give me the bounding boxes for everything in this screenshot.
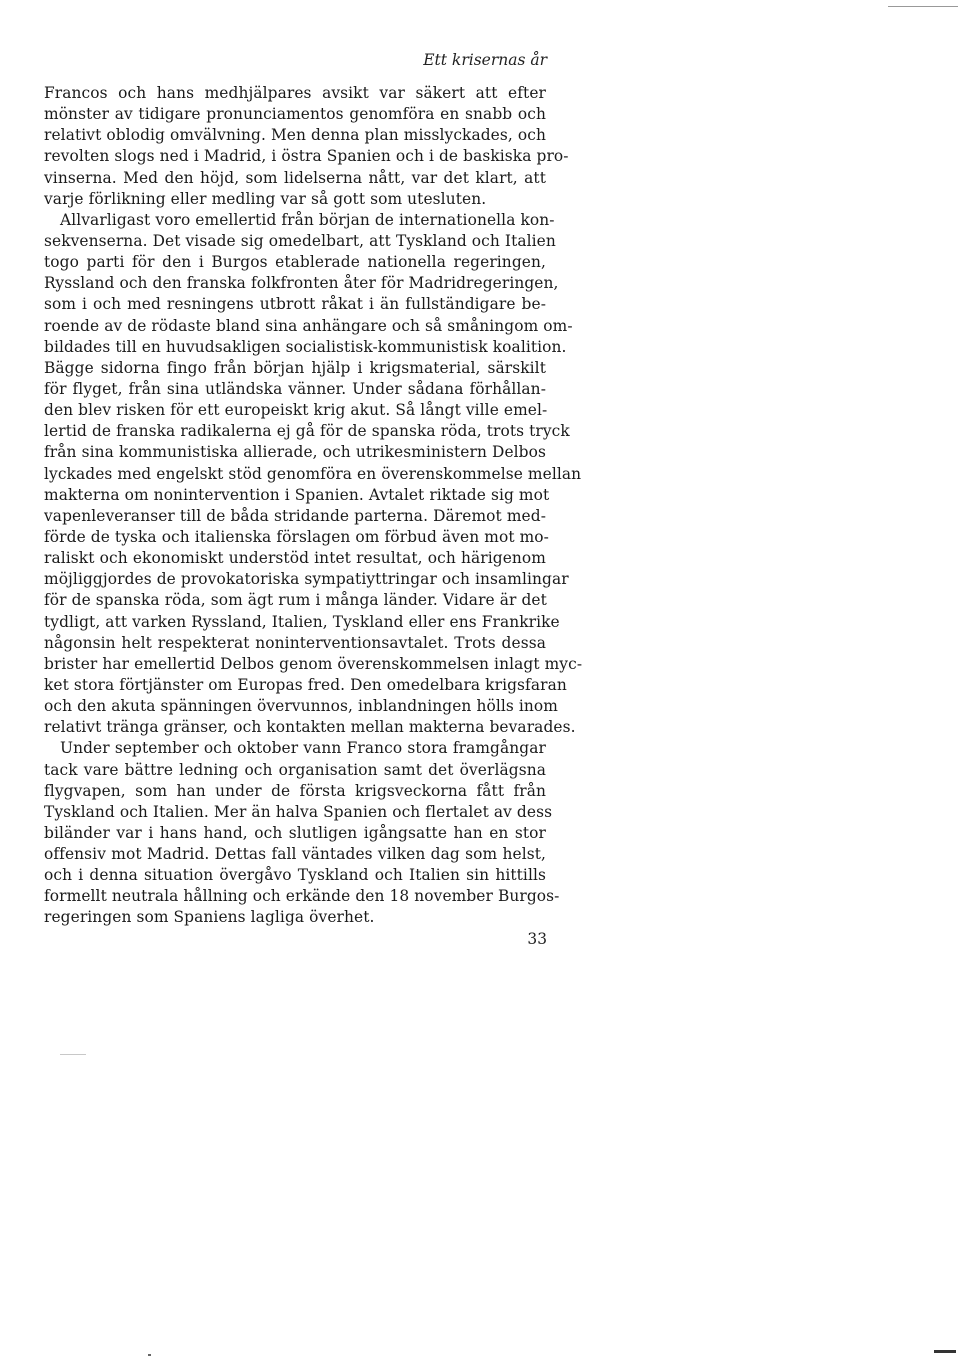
text-line: Under september och oktober vann Franco stora framgångar (60, 739, 546, 758)
text-line: Allvarligast voro emellertid från början de internationella kon- (60, 210, 555, 229)
text-line: som i och med resningens utbrott råkat i än fullständigare be- (44, 295, 546, 314)
text-line: och den akuta spänningen övervunnos, inblandningen hölls inom (44, 697, 558, 716)
text-line: lertid de franska radikalerna ej gå för de spanska röda, trots tryck (44, 422, 570, 441)
text-line: någonsin helt respekterat noninterventionsavtalet. Trots dessa (44, 633, 546, 652)
text-line: revolten slogs ned i Madrid, i östra Spanien och i de baskiska pro- (44, 147, 569, 166)
text-line: biländer var i hans hand, och slutligen igångsatte han en stor (44, 823, 546, 842)
text-line: ket stora förtjänster om Europas fred. Den omedelbara krigsfaran (44, 675, 567, 694)
running-head: Ett krisernas år (423, 51, 547, 69)
text-line: för flyget, från sina utländska vänner. Under sådana förhållan- (44, 379, 546, 398)
text-line: togo parti för den i Burgos etablerade nationella regeringen, (44, 253, 546, 272)
scan-corner-mark (934, 1350, 956, 1353)
text-line: offensiv mot Madrid. Dettas fall väntades vilken dag som helst, (44, 845, 546, 864)
text-line: lyckades med engelskt stöd genomföra en överenskommelse mellan (44, 464, 582, 483)
text-line: den blev risken för ett europeiskt krig akut. Så långt ville emel- (44, 401, 548, 420)
text-line: vinserna. Med den höjd, som lidelserna nått, var det klart, att (44, 168, 546, 187)
text-line: sekvenserna. Det visade sig omedelbart, att Tyskland och Italien (44, 231, 556, 250)
page-number: 33 (527, 930, 547, 948)
text-line: makterna om nonintervention i Spanien. Avtalet riktade sig mot (44, 485, 550, 504)
text-line: flygvapen, som han under de första krigsveckorna fått från (44, 781, 546, 800)
text-line: Ryssland och den franska folkfronten åter för Madridregeringen, (44, 274, 559, 293)
text-line: relativt tränga gränser, och kontakten mellan makterna bevarades. (44, 718, 576, 737)
scan-dot-mark (148, 1354, 151, 1356)
text-line: tack vare bättre ledning och organisation samt det överlägsna (44, 760, 546, 779)
text-line: raliskt och ekonomiskt understöd intet resultat, och härigenom (44, 549, 546, 568)
scan-edge-mark (888, 6, 958, 7)
text-line: Francos och hans medhjälpares avsikt var säkert att efter (44, 84, 546, 102)
text-line: vapenleveranser till de båda stridande parterna. Däremot med- (44, 506, 546, 525)
text-line: varje förlikning eller medling var så gott som utesluten. (44, 189, 487, 208)
text-line: och i denna situation övergåvo Tyskland och Italien sin hittills (44, 866, 546, 885)
text-line: tydligt, att varken Ryssland, Italien, Tyskland eller ens Frankrike (44, 612, 560, 631)
text-line: formellt neutrala hållning och erkände den 18 november Burgos- (44, 887, 560, 906)
text-line: från sina kommunistiska allierade, och utrikesministern Delbos (44, 443, 546, 462)
text-line: roende av de rödaste bland sina anhängare och så småningom om- (44, 316, 573, 335)
text-line: för de spanska röda, som ägt rum i många länder. Vidare är det (44, 591, 547, 610)
text-line: mönster av tidigare pronunciamentos genomföra en snabb och (44, 105, 546, 124)
text-line: Tyskland och Italien. Mer än halva Spanien och flertalet av dess (44, 802, 553, 821)
body-text (44, 83, 583, 929)
text-line: relativt oblodig omvälvning. Men denna plan misslyckades, och (44, 126, 546, 145)
text-line: förde de tyska och italienska förslagen om förbud även mot mo- (44, 527, 549, 546)
text-line: bildades till en huvudsakligen socialistisk-kommunistisk koalition. (44, 337, 567, 356)
text-line: Bägge sidorna fingo från början hjälp i krigsmaterial, särskilt (44, 358, 546, 377)
text-line: regeringen som Spaniens lagliga överhet. (44, 908, 375, 927)
scan-smudge-mark (60, 1054, 86, 1055)
text-line: möjliggjordes de provokatoriska sympatiyttringar och insamlingar (44, 570, 569, 589)
text-line: brister har emellertid Delbos genom överenskommelsen inlagt myc- (44, 654, 583, 673)
